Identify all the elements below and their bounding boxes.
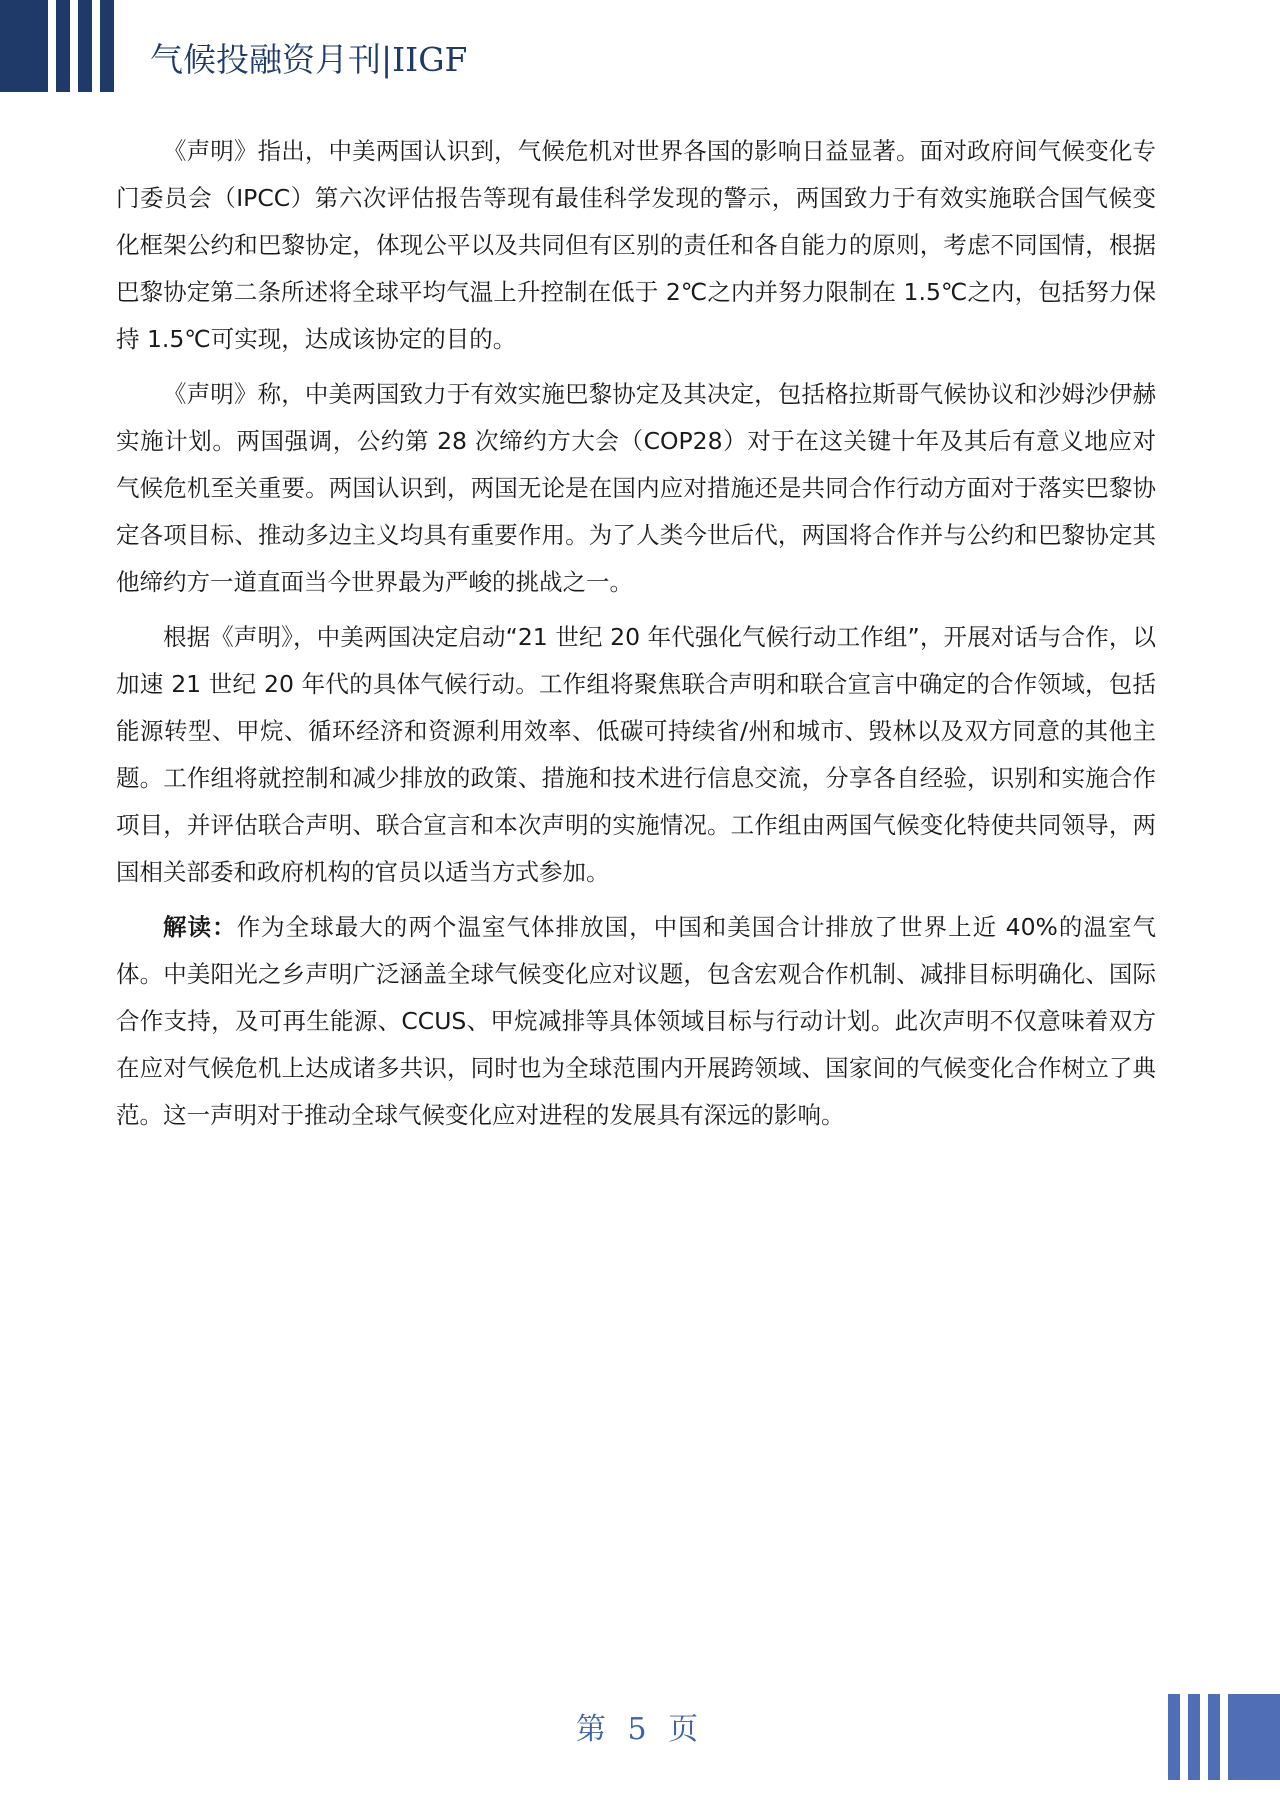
paragraph: 《声明》称，中美两国致力于有效实施巴黎协定及其决定，包括格拉斯哥气候协议和沙姆沙伊赫实施计划。两国强调，公约第 28 次缔约方大会（COP28）对于在这关键十年及其后有意义地应对气候危机至关重要。两国认识到，两国无论是在国内应对措施还是共同合作行动方面对于落实巴黎协定各项目标、推动多边主义均具有重要作用。为了人类今世后代，两国将合作并与公约和巴黎协定其他缔约方一道直面当今世界最为严峻的挑战之一。 — [116, 380, 1156, 596]
interpretation-text: 作为全球最大的两个温室气体排放国，中国和美国合计排放了世界上近 40%的温室气体。中美阳光之乡声明广泛涵盖全球气候变化应对议题，包含宏观合作机制、减排目标明确化、国际合作支持，及可再生能源、CCUS、甲烷减排等具体领域目标与行动计划。此次声明不仅意味着双方在应对气候危机上达成诸多共识，同时也为全球范围内开展跨领域、国家间的气候变化合作树立了典范。这一声明对于推动全球气候变化应对进程的发展具有深远的影响。 — [116, 913, 1157, 1129]
interpretation-label: 解读： — [163, 913, 237, 941]
footer-bar — [1168, 1694, 1180, 1780]
footer-bar — [1228, 1694, 1280, 1780]
article-body — [116, 128, 1156, 1147]
interpretation-paragraph — [116, 904, 1156, 1139]
footer-bar — [1188, 1694, 1200, 1780]
header-bar — [0, 0, 48, 92]
header-bar — [56, 0, 70, 92]
publication-title: 气候投融资月刊|IIGF — [150, 40, 468, 79]
header-bar — [100, 0, 114, 92]
footer-bar — [1208, 1694, 1220, 1780]
paragraph: 根据《声明》，中美两国决定启动“21 世纪 20 年代强化气候行动工作组”，开展对话与合作，以加速 21 世纪 20 年代的具体气候行动。工作组将聚焦联合声明和联合宣言中确定的合作领域，包括能源转型、甲烷、循环经济和资源利用效率、低碳可持续省/州和城市、毁林以及双方同意的其他主题。工作组将就控制和减少排放的政策、措施和技术进行信息交流，分享各自经验，识别和实施合作项目，并评估联合声明、联合宣言和本次声明的实施情况。工作组由两国气候变化特使共同领导，两国相关部委和政府机构的官员以适当方式参加。 — [116, 623, 1156, 886]
page-number: 第 5 页 — [575, 1712, 705, 1747]
header-bar — [78, 0, 92, 92]
paragraph: 《声明》指出，中美两国认识到，气候危机对世界各国的影响日益显著。面对政府间气候变化专门委员会（IPCC）第六次评估报告等现有最佳科学发现的警示，两国致力于有效实施联合国气候变化框架公约和巴黎协定，体现公平以及共同但有区别的责任和各自能力的原则，考虑不同国情，根据巴黎协定第二条所述将全球平均气温上升控制在低于 2℃之内并努力限制在 1.5℃之内，包括努力保持 1.5℃可实现，达成该协定的目的。 — [116, 137, 1156, 353]
